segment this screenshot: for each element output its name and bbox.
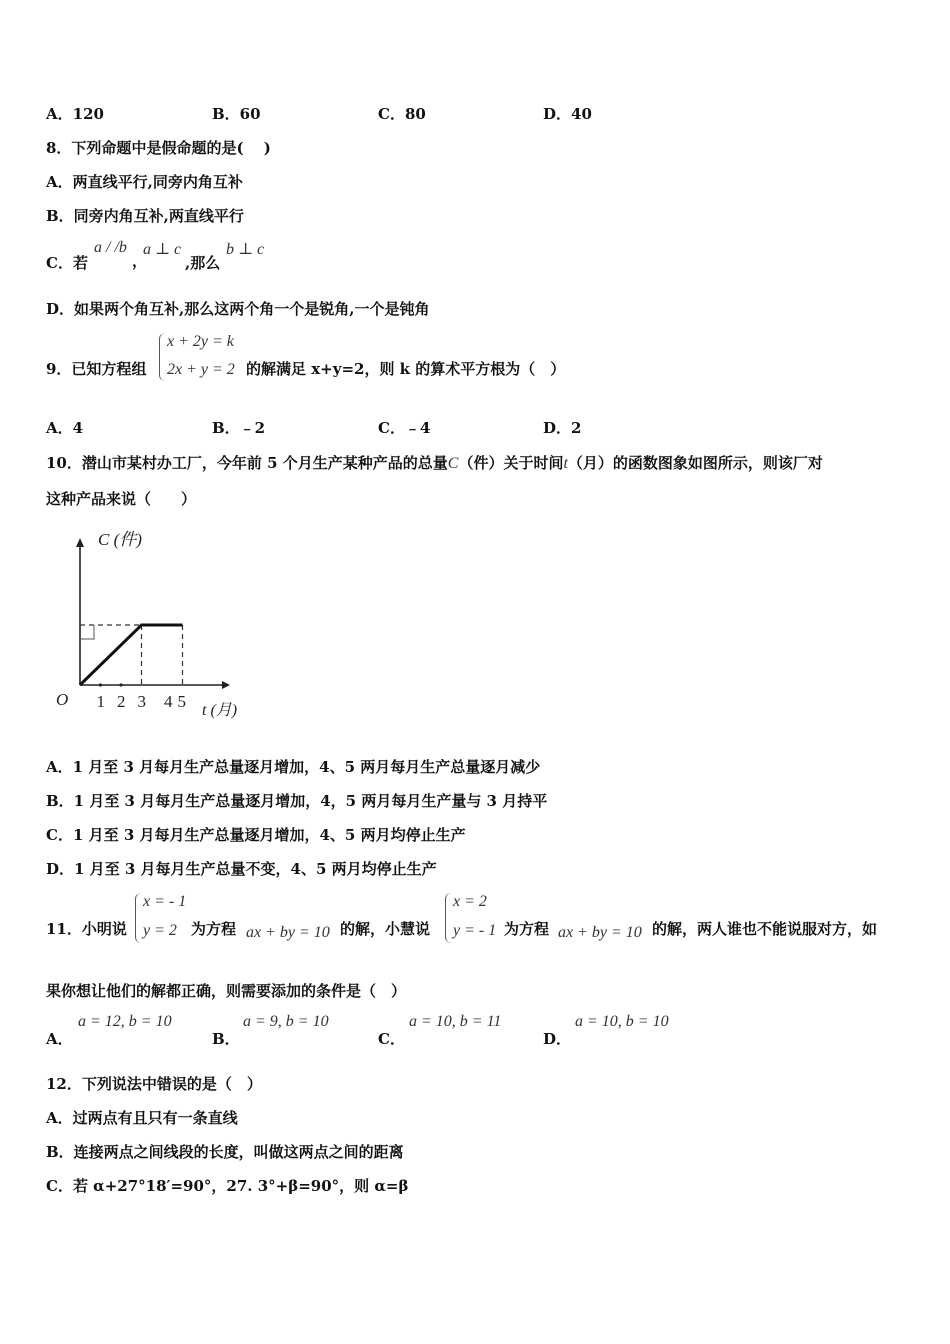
q10-stem-line1: [46, 452, 823, 473]
q11-mid3: 为方程: [504, 920, 550, 938]
q10-option-d: D．1 月至 3 月每月生产总量不变，4、5 两月均停止生产: [46, 860, 437, 878]
q12-option-a: A．过两点有且只有一条直线: [46, 1109, 238, 1127]
q11-s2-eq1: x = 2: [453, 893, 487, 910]
q11-equation-1: ax + by = 10: [246, 924, 330, 941]
q11-option-d-math: a = 10, b = 10: [575, 1013, 669, 1030]
q10-stem-line2: 这种产品来说（ ）: [46, 490, 197, 508]
x-tick-label-2: 2: [117, 692, 126, 711]
q11-mid2: 的解，小慧说: [340, 920, 431, 938]
q11-prefix: 11．小明说: [46, 920, 127, 938]
y-axis-arrow: [76, 538, 84, 547]
x-tick-label-3: 3: [137, 692, 146, 711]
q11-brace-2: [445, 893, 452, 943]
q9-equation-2: 2x + y = 2: [167, 361, 235, 378]
origin-label: O: [56, 690, 69, 709]
q10-stem-part2: （件）关于时间: [458, 454, 564, 472]
q7-option-d: D．40: [543, 105, 592, 123]
q11-option-a-math: a = 12, b = 10: [78, 1013, 172, 1030]
q10-stem-part1: 10．潜山市某村办工厂，今年前 5 个月生产某种产品的总量: [46, 454, 448, 472]
q11-option-a-label: A．: [46, 1030, 73, 1048]
q10-stem-part3: （月）的函数图象如图所示，则该厂对: [567, 454, 823, 472]
q10-option-c: C．1 月至 3 月每月生产总量逐月增加，4、5 两月均停止生产: [46, 826, 466, 844]
q11-option-b-math: a = 9, b = 10: [243, 1013, 329, 1030]
q8-option-b: B．同旁内角互补,两直线平行: [46, 207, 244, 225]
q10-option-a: A．1 月至 3 月每月生产总量逐月增加，4、5 两月每月生产总量逐月减少: [46, 758, 541, 776]
y-axis-label: C (件): [98, 530, 142, 549]
q9-option-b: B．﹣2: [212, 419, 266, 437]
q11-line2: 果你想让他们的解都正确，则需要添加的条件是（ ）: [46, 982, 407, 1000]
q8-option-c-then: ,那么: [185, 254, 221, 272]
q8-option-c-math3: b ⊥ c: [226, 241, 265, 258]
q9-equation-1: x + 2y = k: [167, 333, 234, 350]
q9-option-a: A．4: [46, 419, 84, 437]
q11-s1-eq2: y = 2: [143, 922, 177, 939]
q8-option-d: D．如果两个角互补,那么这两个角一个是锐角,一个是钝角: [46, 300, 430, 318]
q11-option-b-label: B．: [212, 1030, 240, 1048]
q11-s2-eq2: y = - 1: [453, 922, 497, 939]
q7-option-b: B．60: [212, 105, 261, 123]
q11-suffix: 的解，两人谁也不能说服对方，如: [652, 920, 878, 938]
q8-option-c-math2: a ⊥ c: [143, 241, 182, 258]
q11-brace-1: [135, 893, 142, 943]
q7-option-c: C．80: [378, 105, 426, 123]
q11-option-c-math: a = 10, b = 11: [409, 1013, 502, 1030]
x-tick-label-5: 5: [177, 692, 186, 711]
q12-stem: 12．下列说法中错误的是（ ）: [46, 1075, 262, 1093]
q9-option-c: C．﹣4: [378, 419, 431, 437]
q9-prefix: 9．已知方程组: [46, 360, 147, 378]
q12-option-b: B．连接两点之间线段的长度，叫做这两点之间的距离: [46, 1143, 404, 1161]
q10-var-c: C: [447, 455, 459, 472]
q11-s1-eq1: x = - 1: [143, 893, 187, 910]
x-axis-label: t (月): [202, 702, 238, 719]
production-line: [80, 625, 183, 685]
q8-option-a: A．两直线平行,同旁内角互补: [46, 173, 243, 191]
q9-option-d: D．2: [543, 419, 582, 437]
q8-option-c-math1: a / /b: [94, 239, 127, 256]
q7-option-a: A．120: [46, 105, 104, 123]
q8-option-c-comma: ，: [132, 252, 148, 270]
q8-option-c-prefix: C．若: [46, 254, 88, 272]
tick-dot-1: [99, 683, 102, 686]
corner-mark: [80, 625, 94, 639]
q10-option-b: B．1 月至 3 月每月生产总量逐月增加，4，5 两月每月生产量与 3 月持平: [46, 792, 548, 810]
q11-option-d-label: D．: [543, 1030, 572, 1048]
q9-system-brace: [159, 333, 166, 381]
q12-option-c: C．若 α+27°18′=90°，27. 3°+β=90°，则 α=β: [46, 1177, 409, 1195]
tick-dot-2: [119, 683, 122, 686]
x-tick-label-4: 4: [164, 692, 173, 711]
x-tick-label-1: 1: [96, 692, 105, 711]
q10-var-t: t: [563, 455, 568, 472]
q11-option-c-label: C．: [378, 1030, 405, 1048]
q9-suffix: 的解满足 x+y=2，则 k 的算术平方根为（ ）: [246, 360, 566, 378]
x-axis-arrow: [222, 681, 230, 689]
q11-mid1: 为方程: [191, 920, 237, 938]
q8-stem: 8．下列命题中是假命题的是( ): [46, 139, 271, 157]
q11-equation-2: ax + by = 10: [558, 924, 642, 941]
q10-graph: [50, 525, 260, 725]
